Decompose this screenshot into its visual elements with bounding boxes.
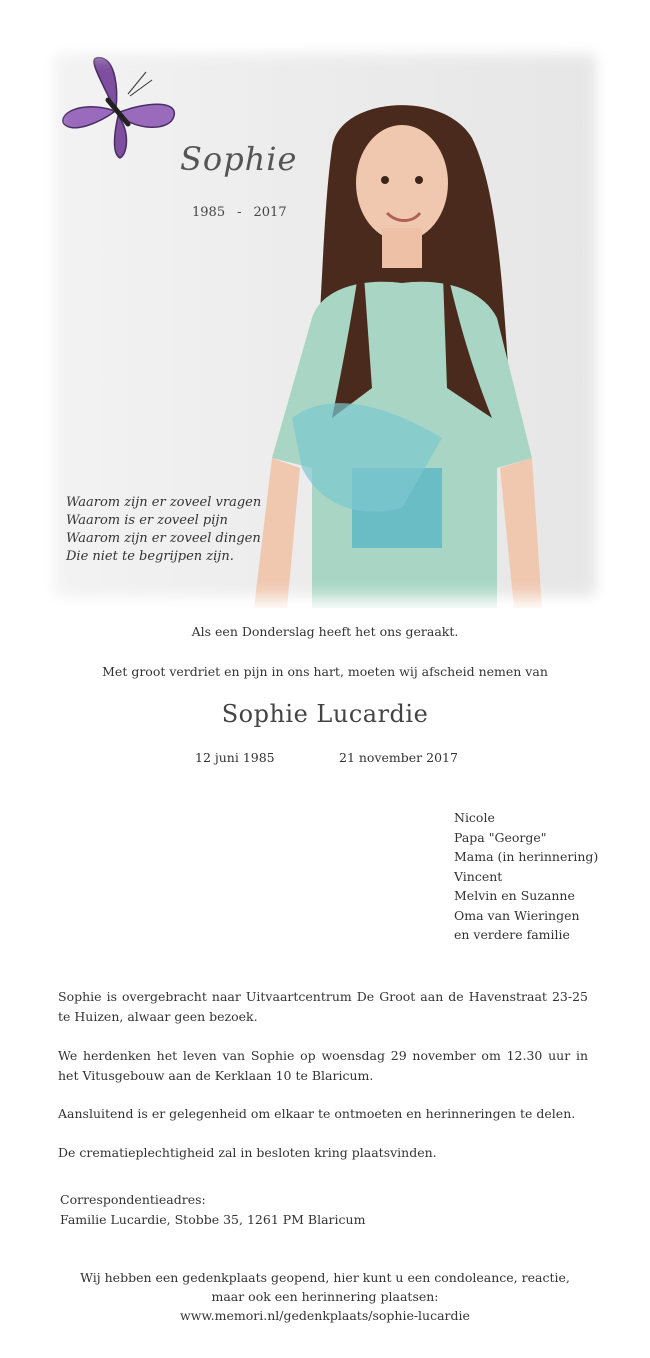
death-year: 2017 xyxy=(253,205,287,220)
memorial-line-2: maar ook een herinnering plaatsen: xyxy=(211,1289,439,1304)
correspondence-address-line: Familie Lucardie, Stobbe 35, 1261 PM Blaricum xyxy=(60,1212,366,1227)
butterfly-icon xyxy=(56,50,186,168)
correspondence-address xyxy=(60,1190,365,1230)
paragraph-gathering: Aansluitend is er gelegenheid om elkaar te ontmoeten en herinneringen te delen. xyxy=(58,1106,576,1121)
poem-line: Waarom is er zoveel pijn xyxy=(66,513,228,528)
family-member: Mama (in herinnering) xyxy=(454,849,599,864)
memorial-line-1: Wij hebben een gedenkplaats geopend, hier kunt u een condoleance, reactie, xyxy=(80,1270,570,1285)
poem xyxy=(66,494,261,566)
family-member: Vincent xyxy=(454,868,503,884)
family-member: Oma van Wieringen xyxy=(454,907,580,923)
paragraph-cremation: De crematieplechtigheid zal in besloten kring plaatsvinden. xyxy=(58,1145,437,1160)
birth-year: 1985 xyxy=(192,205,226,220)
correspondence-label: Correspondentieadres: xyxy=(60,1192,206,1207)
poem-line: Waarom zijn er zoveel vragen xyxy=(66,495,262,510)
portrait-image xyxy=(242,88,582,608)
memorial-notice xyxy=(0,1268,650,1325)
deceased-full-name: Sophie Lucardie xyxy=(221,700,429,728)
announcement-line-2: Met groot verdriet en pijn in ons hart, moeten wij afscheid nemen van xyxy=(102,664,548,679)
year-separator: - xyxy=(237,205,242,220)
paragraph-transfer: Sophie is overgebracht naar Uitvaartcentrum De Groot aan de Havenstraat 23-25 te Huizen, alwaar geen bezoek. xyxy=(58,989,588,1024)
poem-line: Waarom zijn er zoveel dingen xyxy=(66,531,261,546)
announcement-line-1: Als een Donderslag heeft het ons geraakt. xyxy=(191,624,459,639)
memorial-url-link[interactable]: www.memori.nl/gedenkplaats/sophie-lucardie xyxy=(180,1308,470,1323)
family-member: Melvin en Suzanne xyxy=(454,888,575,903)
paragraph-commemoration: We herdenken het leven van Sophie op woensdag 29 november om 12.30 uur in het Vitusgebouw aan de Kerklaan 10 te Blaricum. xyxy=(58,1048,588,1083)
family-list xyxy=(454,808,598,945)
family-member: Nicole xyxy=(454,810,495,825)
script-name: Sophie xyxy=(180,140,298,178)
poem-line: Die niet te begrijpen zijn. xyxy=(66,549,234,564)
family-member: Papa "George" xyxy=(454,829,547,845)
death-date: 21 november 2017 xyxy=(339,750,458,765)
family-member: en verdere familie xyxy=(454,927,570,942)
memorial-photo xyxy=(42,42,608,608)
birth-date: 12 juni 1985 xyxy=(195,750,275,765)
